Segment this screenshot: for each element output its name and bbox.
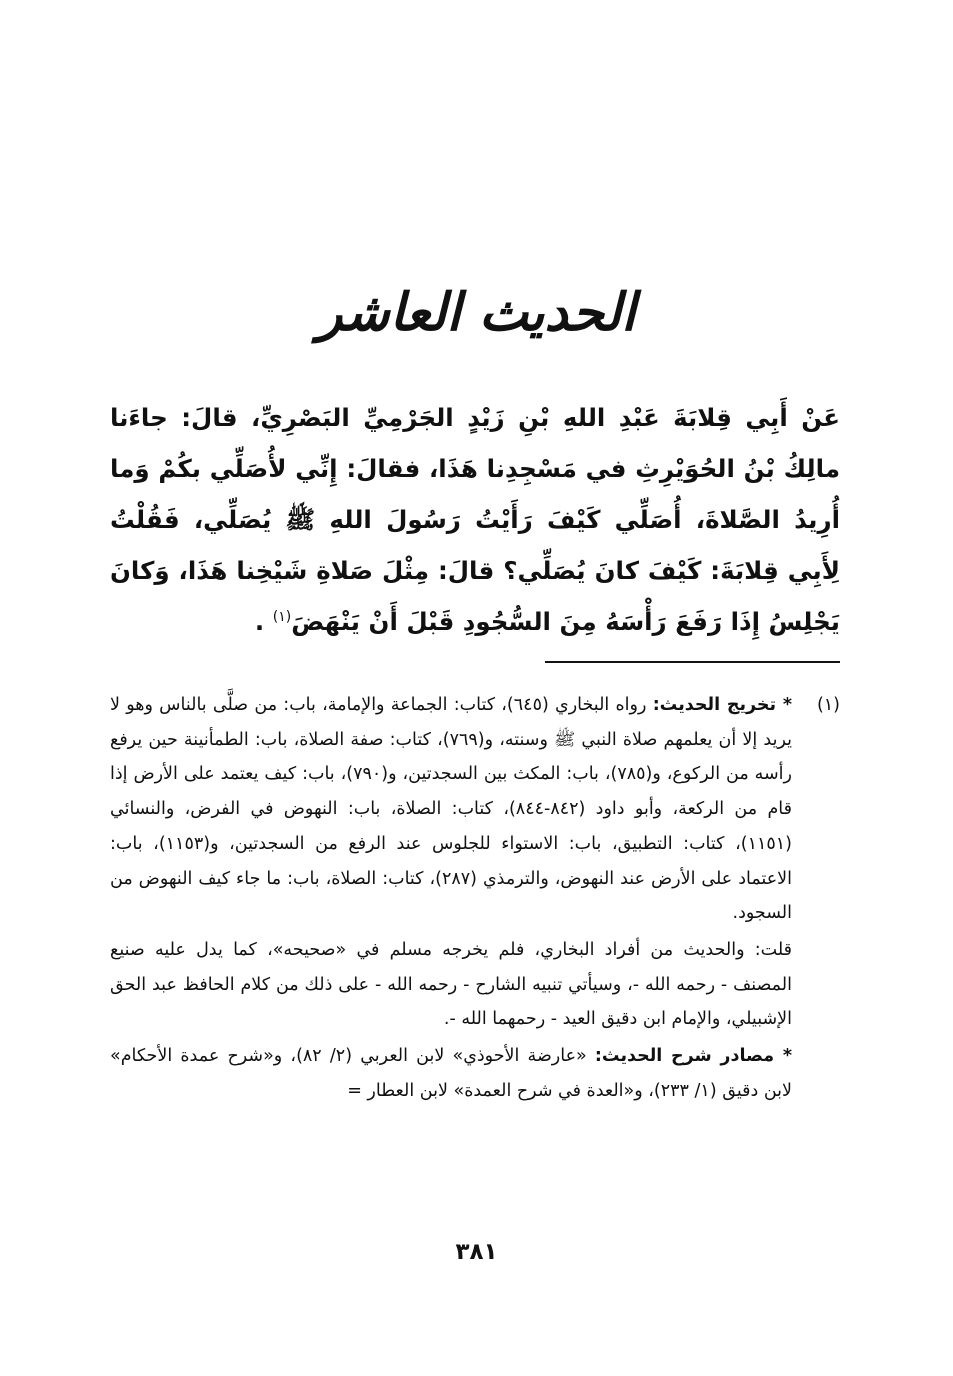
hadith-end: . — [254, 607, 273, 636]
footnote-number: (١) — [816, 695, 840, 715]
hadith-text — [110, 392, 840, 647]
page-number: ٣٨١ — [455, 1239, 498, 1265]
sources-label: * مصادر شرح الحديث: — [594, 1046, 792, 1067]
footnotes — [110, 688, 840, 1108]
qultu-paragraph: قلت: والحديث من أفراد البخاري، فلم يخرجه مسلم في «صحيحه»، كما يدل عليه صنيع المصنف - رحمه الله -، وسيأتي تنبيه الشارح - رحمه الله - على ذلك من كلام الحافظ عبد الحق الإشبيلي، والإمام ابن دقيق العيد - رحمهما الله -. — [110, 939, 792, 1030]
sources-paragraph — [110, 1039, 792, 1108]
takhrij-text: رواه البخاري (٦٤٥)، كتاب: الجماعة والإمامة، باب: من صلَّى بالناس وهو لا يريد إلا أن يعلمهم صلاة النبي ﷺ وسنته، و(٧٦٩)، كتاب: صفة الصلاة، باب: الطمأنينة حين يرفع رأسه من الركوع، و(٧٨٥)، باب: المكث بين السجدتين، و(٧٩٠)، باب: كيف يعتمد على الأرض إذا قام من الركعة، وأبو داود (٨٤٢-٨٤٤)، كتاب: الصلاة، باب: النهوض في الفرض، والنسائي (١١٥١)، كتاب: التطبيق، باب: الاستواء للجلوس عند الرفع من السجدتين، و(١١٥٣)، باب: الاعتماد على الأرض عند النهوض، والترمذي (٢٨٧)، كتاب: الصلاة، باب: ما جاء كيف النهوض من السجود. — [110, 695, 793, 924]
takhrij-label: * تخريج الحديث: — [652, 695, 792, 715]
takhrij-paragraph — [110, 688, 792, 931]
footnote-1 — [110, 688, 840, 1108]
footnote-reference: (١) — [272, 608, 292, 625]
footnote-body — [110, 688, 792, 1108]
footnote-separator — [545, 661, 840, 663]
chapter-title: الحديث العاشر — [317, 282, 636, 343]
sources-text: «عارضة الأحوذي» لابن العربي (٢/ ٨٢)، و«شرح عمدة الأحكام» لابن دقيق (١/ ٢٣٣)، و«العدة في شرح العمدة» لابن العطار = — [110, 1046, 792, 1101]
hadith-body: عَنْ أَبِي قِلابَةَ عَبْدِ اللهِ بْنِ زَيْدٍ الجَرْمِيِّ البَصْرِيِّ، قالَ: جاءَنا مالِكُ بْنُ الحُوَيْرِثِ في مَسْجِدِنا هَذَا، فقالَ: إِنِّي لأُصَلِّي بكُمْ وَما أُرِيدُ الصَّلاةَ، أُصَلِّي كَيْفَ رَأَيْتُ رَسُولَ اللهِ ﷺ يُصَلِّي، فَقُلْتُ لِأَبِي قِلابَةَ: كَيْفَ كانَ يُصَلِّي؟ قالَ: مِثْلَ صَلاةِ شَيْخِنا هَذَا، وَكانَ يَجْلِسُ إِذَا رَفَعَ رَأْسَهُ مِنَ السُّجُودِ قَبْلَ أَنْ يَنْهَضَ — [110, 403, 840, 636]
